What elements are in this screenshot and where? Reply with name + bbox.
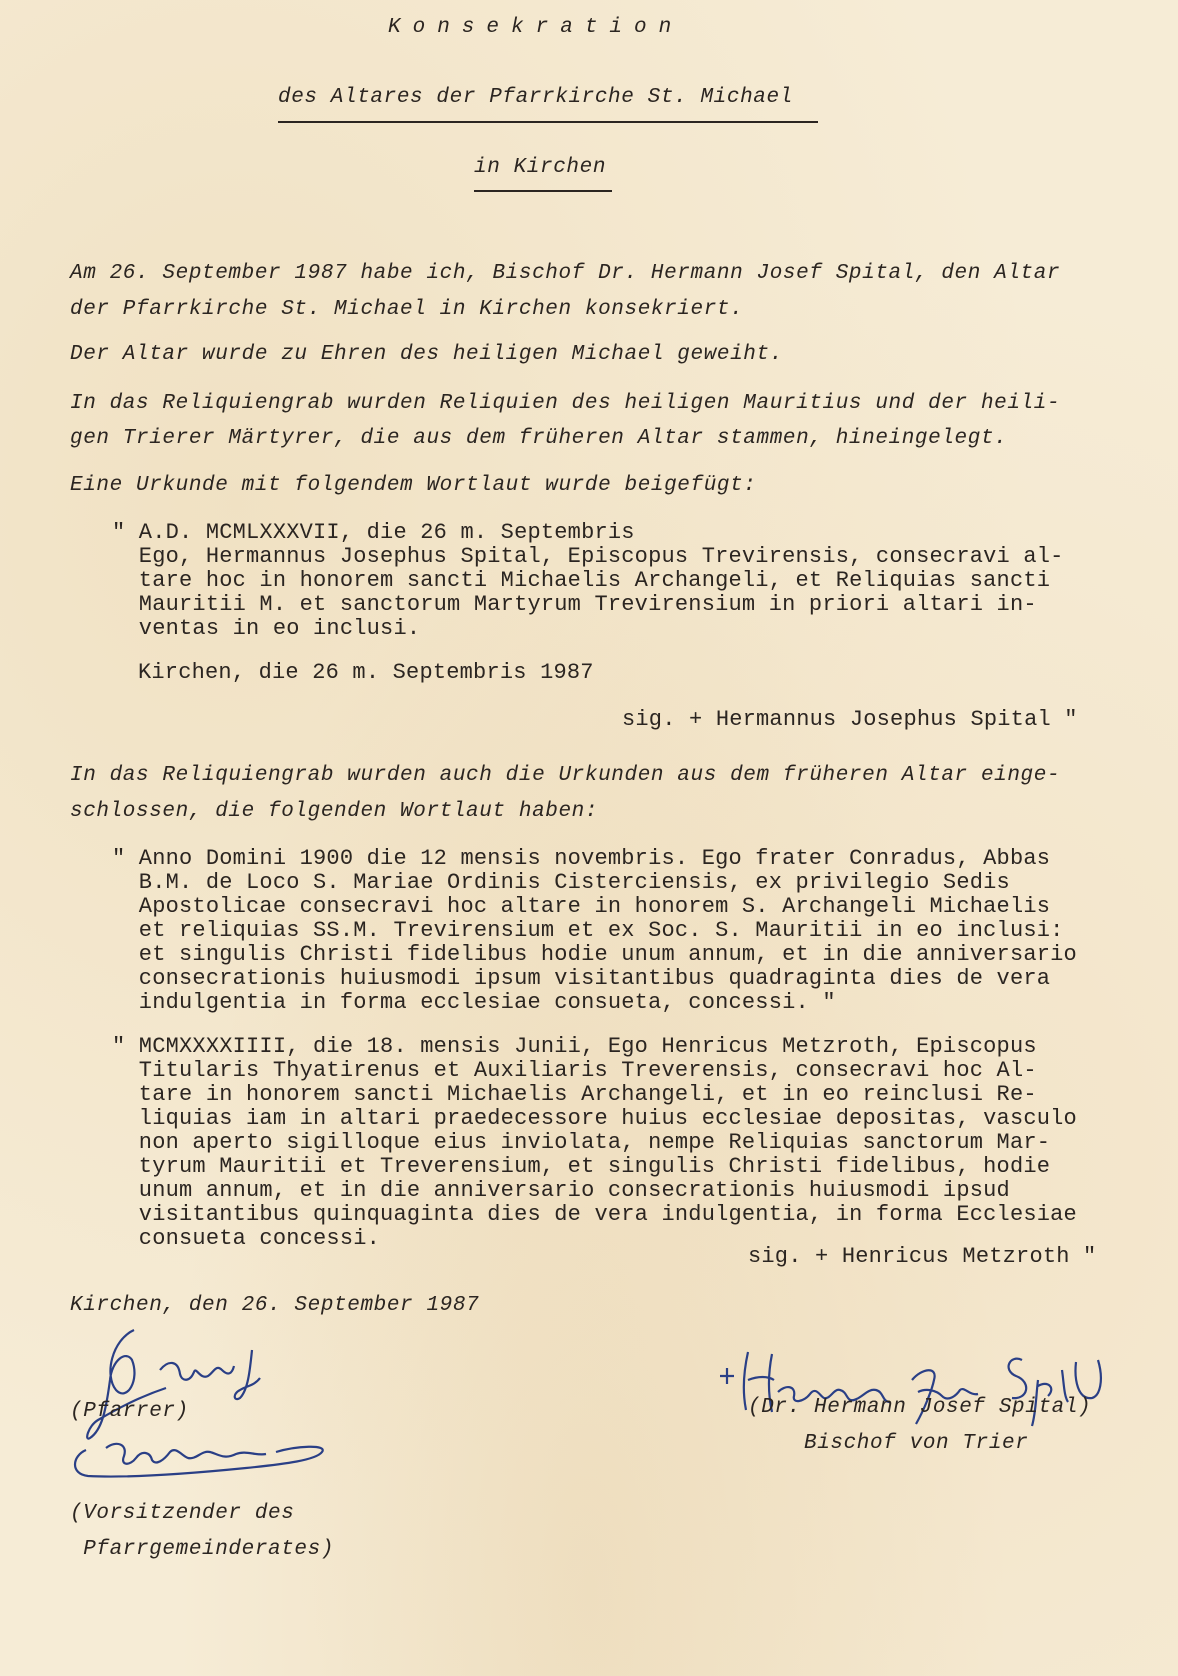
intro-line-5: gen Trierer Märtyrer, die aus dem früheren Altar stammen, hineingelegt. — [70, 427, 1008, 450]
cert-1900-line: Apostolicae consecravi hoc altare in honorem S. Archangeli Michaelis — [112, 894, 1051, 919]
cert-1944-line: tyrum Mauritii et Treverensium, et singulis Christi fidelibus, hodie — [112, 1154, 1051, 1179]
cert-1944-line: liquias iam in altari praedecessore huius ecclesiae depositas, vasculo — [112, 1106, 1077, 1131]
bishop-signature — [712, 1340, 1112, 1435]
intro-line-6: Eine Urkunde mit folgendem Wortlaut wurde beigefügt: — [70, 474, 757, 497]
footer-place-date: Kirchen, den 26. September 1987 — [70, 1294, 480, 1317]
location-underline — [474, 190, 612, 192]
middle-line-1: In das Reliquiengrab wurden auch die Urkunden aus dem früheren Altar einge- — [70, 764, 1061, 787]
cert-1987-line: Mauritii M. et sanctorum Martyrum Trevirensium in priori altari in- — [112, 592, 1037, 617]
cert-1900-line: et singulis Christi fidelibus hodie unum annum, et in die anniversario — [112, 942, 1077, 967]
subtitle-underline — [278, 121, 818, 123]
document-title: Konsekration — [388, 16, 684, 39]
cert-1944-line: consueta concessi. — [112, 1226, 381, 1251]
chair-label-line-1: (Vorsitzender des — [70, 1502, 295, 1525]
cert-1944-line: Titularis Thyatirenus et Auxiliaris Treverensis, consecravi hoc Al- — [112, 1058, 1037, 1083]
bishop-title: Bischof von Trier — [804, 1432, 1029, 1455]
cert-1987-line: ventas in eo inclusi. — [112, 616, 421, 641]
cert-1987-line: Ego, Hermannus Josephus Spital, Episcopus Trevirensis, consecravi al- — [112, 544, 1064, 569]
middle-line-2: schlossen, die folgenden Wortlaut haben: — [70, 800, 599, 823]
cert-1944-line: unum annum, et in die anniversario consecrationis huiusmodi ipsud — [112, 1178, 1010, 1203]
intro-line-2: der Pfarrkirche St. Michael in Kirchen konsekriert. — [70, 298, 744, 321]
cert-1900-line: consecrationis huiusmodi ipsum visitantibus quadraginta dies de vera — [112, 966, 1051, 991]
intro-line-3: Der Altar wurde zu Ehren des heiligen Michael geweiht. — [70, 343, 783, 366]
intro-line-1: Am 26. September 1987 habe ich, Bischof Dr. Hermann Josef Spital, den Altar — [70, 262, 1061, 285]
cert-1944-line: tare in honorem sancti Michaelis Archangeli, et in eo reinclusi Re- — [112, 1082, 1037, 1107]
cert-1900-line: " Anno Domini 1900 die 12 mensis novembris. Ego frater Conradus, Abbas — [112, 846, 1051, 871]
cert-1987-line: tare hoc in honorem sancti Michaelis Archangeli, et Reliquias sancti — [112, 568, 1051, 593]
pfarrer-label: (Pfarrer) — [70, 1400, 189, 1423]
chair-signature — [66, 1430, 336, 1495]
cert-1944-line: non aperto sigilloque eius inviolata, nempe Reliquias sanctorum Mar- — [112, 1130, 1051, 1155]
cert-1900-line: B.M. de Loco S. Mariae Ordinis Cisterciensis, ex privilegio Sedis — [112, 870, 1010, 895]
bishop-name: (Dr. Hermann Josef Spital) — [748, 1396, 1092, 1419]
chair-label-line-2: Pfarrgemeinderates) — [70, 1538, 335, 1561]
cert-1900-line: et reliquias SS.M. Trevirensium et ex Soc. S. Mauritii in eo inclusi: — [112, 918, 1064, 943]
cert-1987-line: " A.D. MCMLXXXVII, die 26 m. Septembris — [112, 520, 635, 545]
cert-1944-line: " MCMXXXXIIII, die 18. mensis Junii, Ego Henricus Metzroth, Episcopus — [112, 1034, 1037, 1059]
cert-1987-signature: sig. + Hermannus Josephus Spital " — [622, 707, 1078, 732]
document-location: in Kirchen — [474, 156, 607, 179]
cert-1944-signature: sig. + Henricus Metzroth " — [748, 1244, 1097, 1269]
cert-1900-line: indulgentia in forma ecclesiae consueta, concessi. " — [112, 990, 836, 1015]
cert-1944-line: visitantibus quinquaginta dies de vera indulgentia, in forma Ecclesiae — [112, 1202, 1077, 1227]
intro-line-4: In das Reliquiengrab wurden Reliquien des heiligen Mauritius und der heili- — [70, 392, 1061, 415]
cert-1987-place-date: Kirchen, die 26 m. Septembris 1987 — [138, 660, 594, 685]
document-subtitle: des Altares der Pfarrkirche St. Michael — [278, 86, 793, 109]
